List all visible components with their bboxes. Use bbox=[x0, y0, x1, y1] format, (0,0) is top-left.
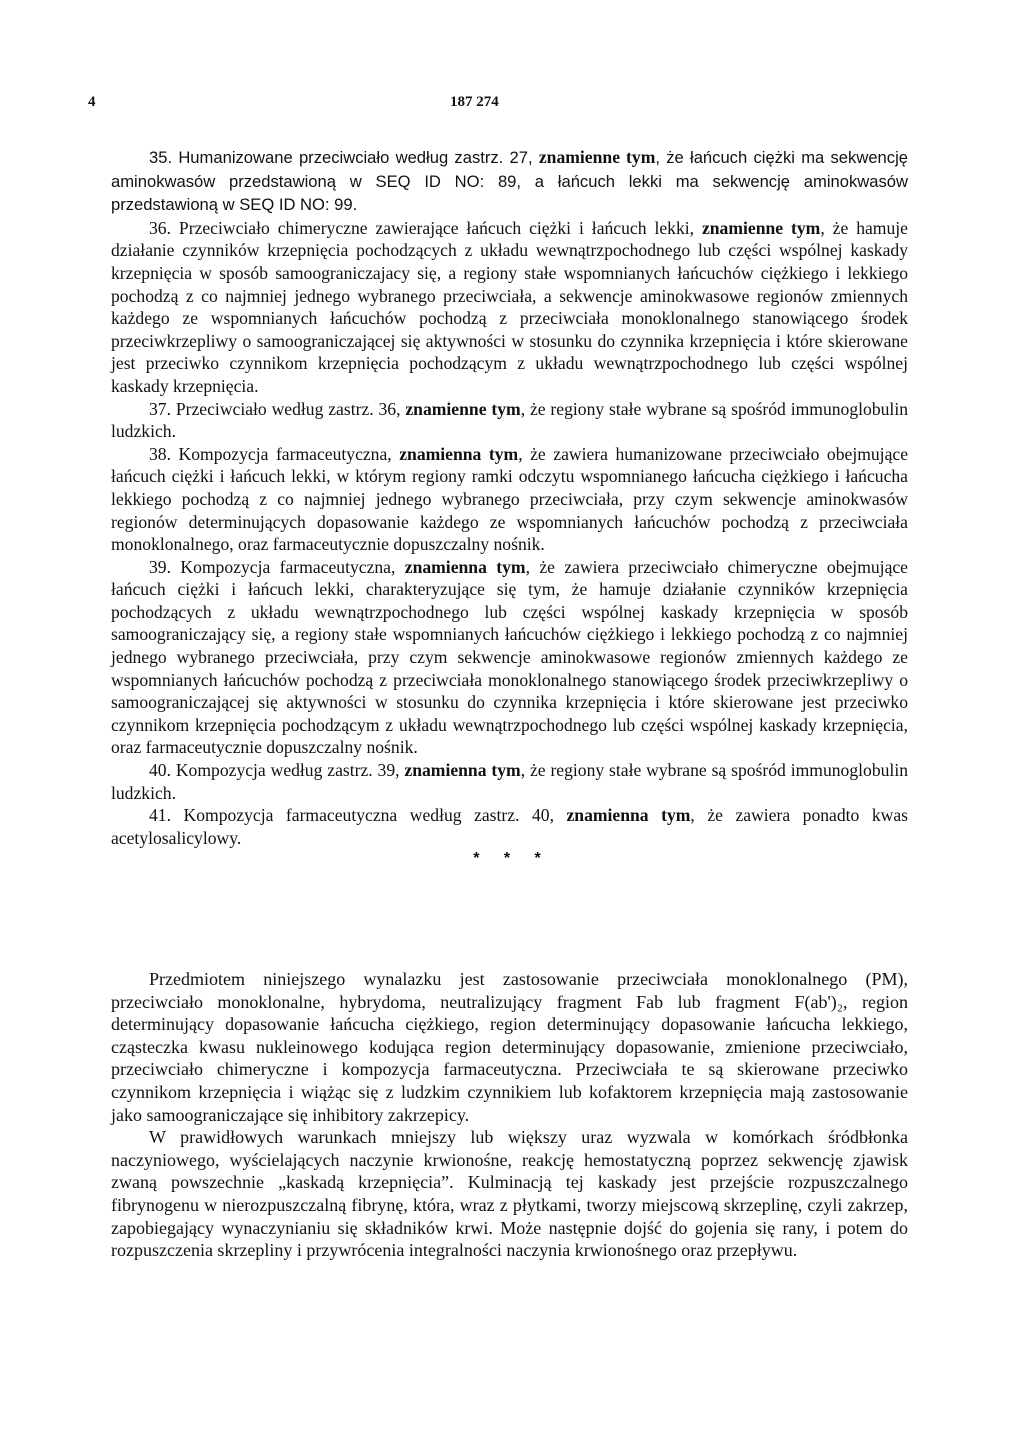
claim-36 bbox=[111, 217, 908, 398]
claims-section bbox=[111, 146, 908, 849]
claim-keyword: znamienna tym bbox=[566, 805, 691, 826]
claim-keyword: znamienne tym bbox=[701, 217, 821, 238]
claim-38 bbox=[111, 443, 908, 556]
claim-lead: 36. Przeciwciało chimeryczne zawierające łańcuch ciężki i łańcuch lekki, bbox=[149, 217, 702, 238]
claim-text: , że łańcuch ciężki ma sekwencję aminokwasów przedstawioną w SEQ ID NO: 89, a łańcuch lekki ma sekwencję aminokwasów przedstawioną w SEQ ID NO: 99. bbox=[111, 148, 908, 215]
claim-37 bbox=[111, 398, 908, 443]
claim-text: , że hamuje działanie czynników krzepnięcia pochodzących z układu wewnątrzpochodnego lub części wspólnej kaskady krzepnięcia w sposób samoograniczajacy się, a regiony stałe wspomnianych łańcuchów ciężkiego i lekkiego pochodzą z co najmniej jednego wybranego przeciwciała, a sekwencje aminokwasowe regionów zmiennych każdego ze wspomnianych łańcuchów pochodzą z przeciwciała monoklonalnego stanowiącego środek przeciwkrzepliwy o samoograniczającej się aktywności w stosunku do czynnika krzepnięcia i które skierowane jest przeciwko czynnikom krzepnięcia pochodzącym z układu wewnątrzpochodnego lub części wspólnej kaskady krzepnięcia. bbox=[111, 217, 908, 396]
claim-39 bbox=[111, 556, 908, 759]
claim-40 bbox=[111, 759, 908, 804]
page-header bbox=[88, 94, 908, 116]
claim-keyword: znamienna tym bbox=[404, 556, 526, 577]
claim-lead: 37. Przeciwciało według zastrz. 36, bbox=[149, 398, 406, 419]
claim-text: , że zawiera przeciwciało chimeryczne obejmujące łańcuch ciężki i łańcuch lekki, charakteryzujące się tym, że hamuje działanie czynników krzepnięcia pochodzących z układu wewnątrzpochodnego lub części wspólnej kaskady krzepnięcia w sposób samoograniczający się, a regiony stałe wspomnianych łańcuchów ciężkiego i lekkiego pochodzą z co najmniej jednego wybranego przeciwciała, przy czym sekwencje aminokwasowe regionów zmiennych każdego ze wspomnianych łańcuchów pochodzą z przeciwciała monoklonalnego stanowiącego środek przeciwkrzepliwy o samoograniczającej się aktywności w stosunku do czynnika krzepnięcia i które skierowane jest przeciwko czynnikom krzepnięcia pochodzącym z układu wewnątrzpochodnego lub części wspólnej kaskady krzepnięcia, oraz farmaceutycznie dopuszczalny nośnik. bbox=[111, 556, 908, 758]
section-separator: * * * bbox=[473, 850, 551, 867]
description-section bbox=[111, 968, 908, 1262]
claim-text: , że regiony stałe wybrane są spośród immunoglobulin ludzkich. bbox=[111, 398, 908, 442]
claim-41 bbox=[111, 804, 908, 849]
claim-lead: 35. Humanizowane przeciwciało według zastrz. 27, bbox=[149, 148, 539, 167]
claim-lead: 41. Kompozycja farmaceutyczna według zastrz. 40, bbox=[149, 805, 567, 826]
claim-text: , że zawiera humanizowane przeciwciało obejmujące łańcuch ciężki i łańcuch lekki, w którym regiony ramki odczytu wspomnianego łańcucha ciężkiego i łańcucha lekkiego pochodzą z co najmniej jednego wybranego przeciwciała, przy czym sekwencje aminokwasów regionów determinujących dopasowanie każdego ze wspomnianych łańcuchów pochodzą z przeciwciała monoklonalnego, oraz farmaceutycznie dopuszczalny nośnik. bbox=[111, 443, 908, 555]
claim-text: , że zawiera ponadto kwas acetylosalicylowy. bbox=[111, 805, 908, 848]
claim-lead: 40. Kompozycja według zastrz. 39, bbox=[149, 760, 405, 781]
claim-keyword: znamienne tym bbox=[405, 398, 521, 419]
claim-lead: 39. Kompozycja farmaceutyczna, bbox=[149, 556, 405, 577]
claim-keyword: znamienne tym bbox=[538, 147, 656, 167]
claim-35 bbox=[111, 146, 908, 217]
page-number: 4 bbox=[88, 94, 96, 110]
claim-text: , że regiony stałe wybrane są spośród immunoglobulin ludzkich. bbox=[111, 760, 908, 803]
claim-keyword: znamienna tym bbox=[404, 760, 521, 781]
patent-number: 187 274 bbox=[450, 94, 499, 110]
claim-keyword: znamienna tym bbox=[399, 443, 519, 464]
claim-lead: 38. Kompozycja farmaceutyczna, bbox=[149, 443, 400, 464]
description-paragraph: W prawidłowych warunkach mniejszy lub większy uraz wyzwala w komórkach śródbłonka naczyniowego, wyścielających naczynie krwionośne, reakcję hemostatyczną poprzez sekwencję zjawisk zwaną powszechnie „kaskadą krzepnięcia”. Kulminacją tej kaskady jest przejście rozpuszczalnego fibrynogenu w nierozpuszczalną fibrynę, która, wraz z płytkami, tworzy miejscową skrzeplinę, czyli zakrzep, zapobiegający wynaczynianiu się składników krwi. Może następnie dojść do gojenia się rany, i potem do rozpuszczenia skrzepliny i przywrócenia integralności naczynia krwionośnego oraz przepływu. bbox=[111, 1127, 908, 1261]
description-paragraph: Przedmiotem niniejszego wynalazku jest zastosowanie przeciwciała monoklonalnego (PM), przeciwciało monoklonalne, hybrydoma, neutralizujący fragment Fab lub fragment F(ab')₂, region determinujący dopasowanie łańcucha ciężkiego, region determinujący dopasowanie łańcucha lekkiego, cząsteczka kwasu nukleinowego kodująca region determinujący dopasowanie, zmienione przeciwciało, przeciwciało chimeryczne i kompozycja farmaceutyczna. Przeciwciała te są skierowane przeciwko czynnikom krzepnięcia i wiążąc się z ludzkim czynnikiem lub kofaktorem krzepnięcia mają zastosowanie jako samoograniczające się inhibitory zakrzepicy. bbox=[111, 969, 908, 1125]
